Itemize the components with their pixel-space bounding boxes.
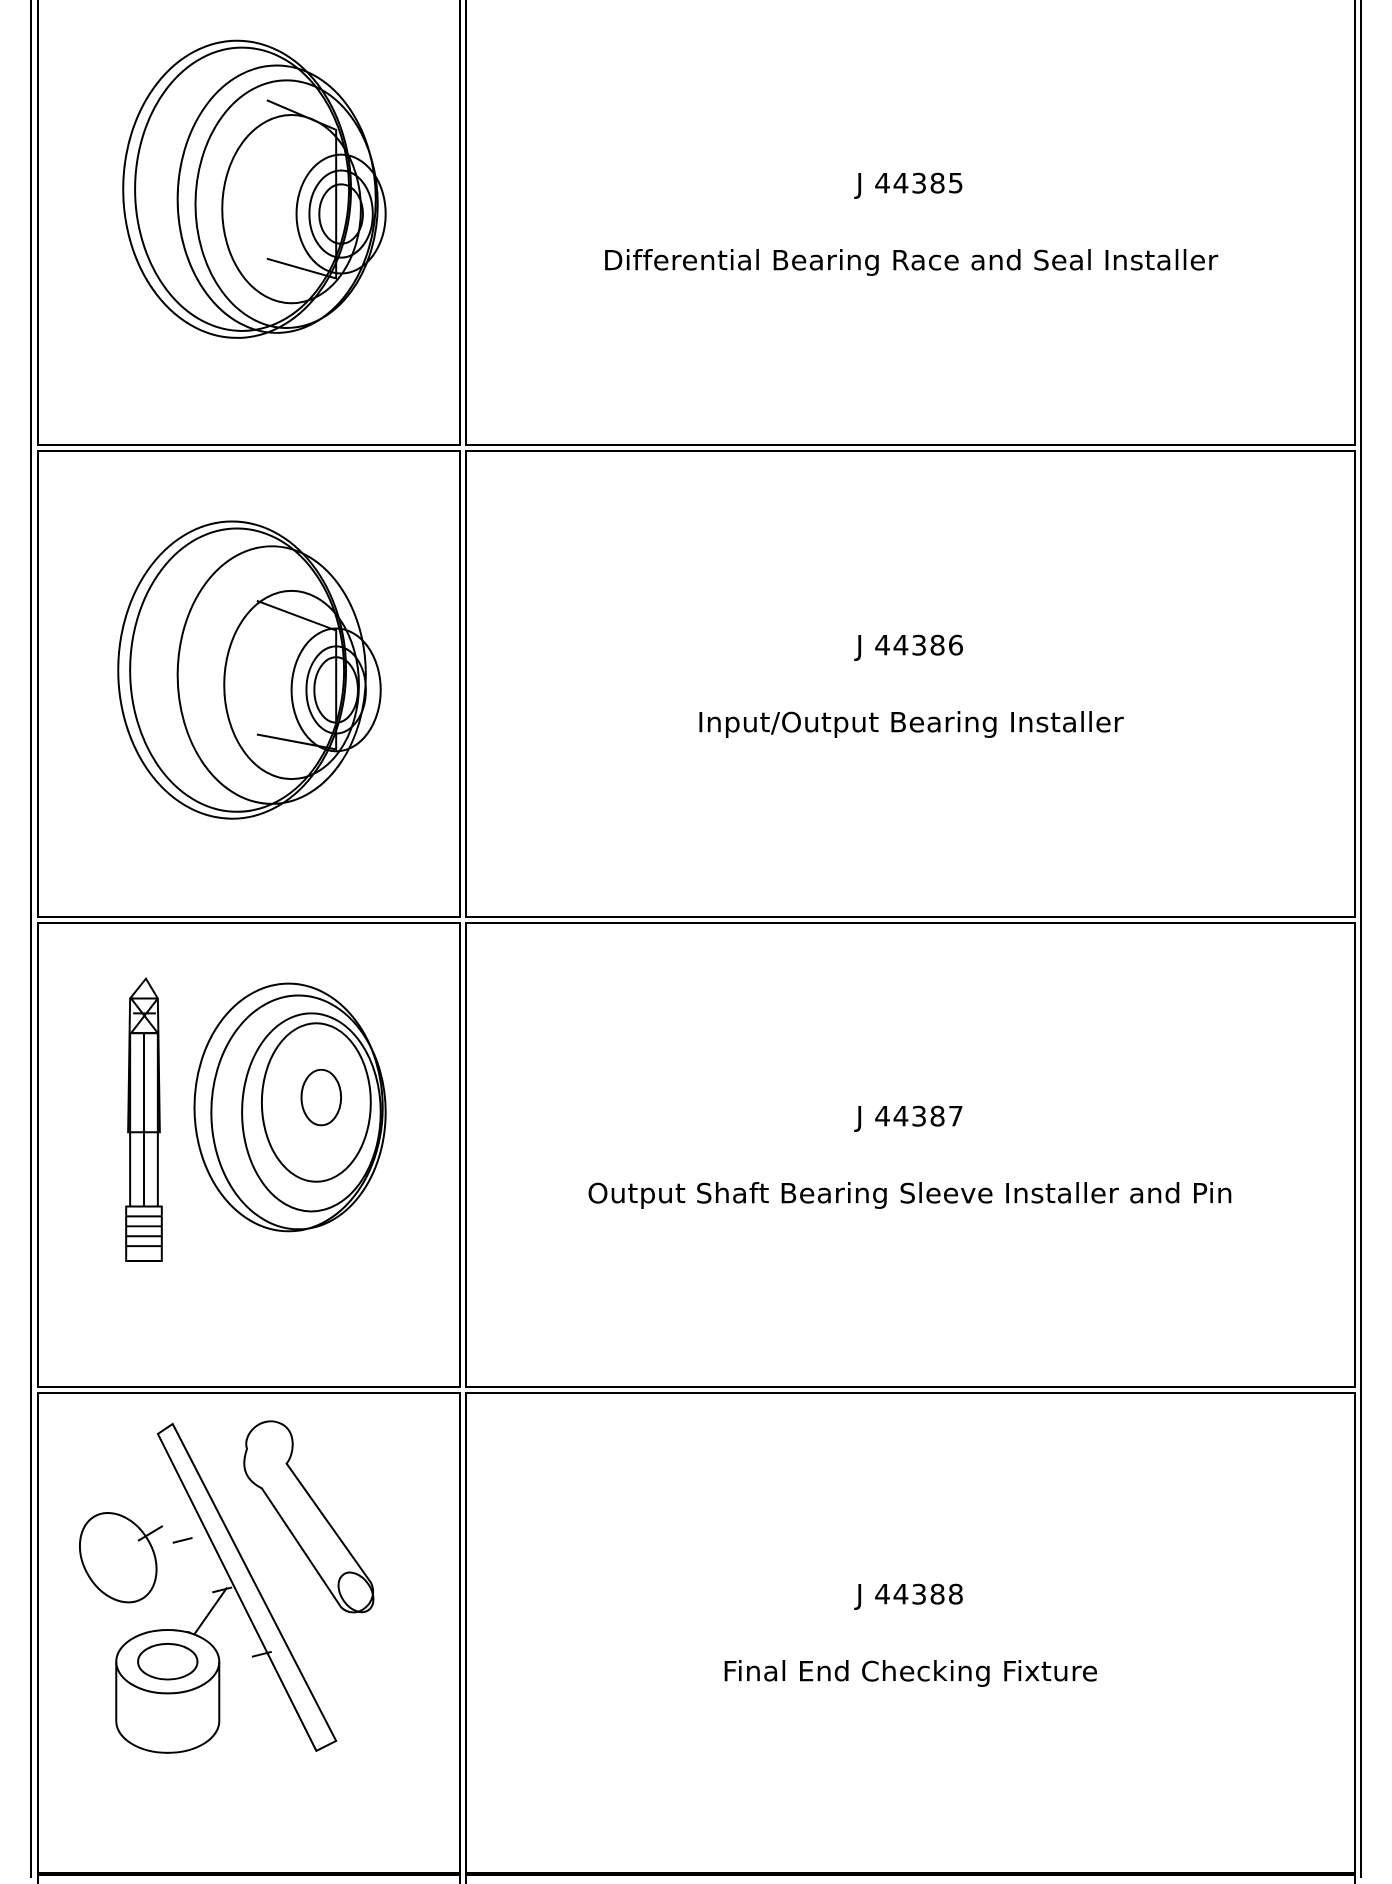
tool-image-cell xyxy=(37,922,461,1388)
next-row-image-cell xyxy=(37,1874,461,1884)
bearing-installer-icon xyxy=(39,0,459,444)
next-row-description-cell xyxy=(465,1874,1356,1884)
checking-fixture-icon xyxy=(39,1394,459,1872)
tool-code: J 44386 xyxy=(855,629,966,662)
tool-code: J 44385 xyxy=(855,167,966,200)
tool-image-cell xyxy=(37,1392,461,1874)
tool-image-cell xyxy=(37,0,461,446)
tool-code: J 44388 xyxy=(855,1578,966,1611)
table-right-border xyxy=(1360,0,1362,1878)
tool-name: Input/Output Bearing Installer xyxy=(696,706,1125,739)
tool-name: Final End Checking Fixture xyxy=(722,1655,1099,1688)
sleeve-installer-pin-icon xyxy=(39,924,459,1386)
tool-description-cell xyxy=(465,0,1356,446)
bearing-installer-icon xyxy=(39,452,459,916)
table-left-border xyxy=(30,0,32,1878)
tool-image-cell xyxy=(37,450,461,918)
tool-name: Output Shaft Bearing Sleeve Installer and Pin xyxy=(587,1177,1234,1210)
tool-name: Differential Bearing Race and Seal Installer xyxy=(602,244,1219,277)
tool-description-cell xyxy=(465,1392,1356,1874)
tool-code: J 44387 xyxy=(855,1100,966,1133)
tool-description-cell xyxy=(465,922,1356,1388)
tool-description-cell xyxy=(465,450,1356,918)
